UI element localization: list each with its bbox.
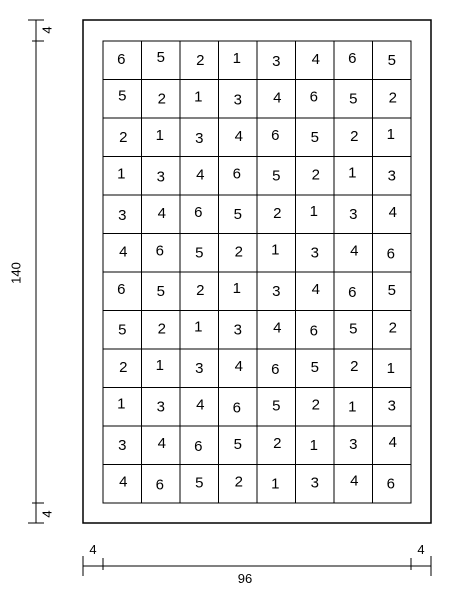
grid-cell-value: 5 [233,436,242,454]
grid-cell-value: 1 [155,127,164,145]
grid-cell-value: 4 [157,435,166,453]
grid-cell-value: 1 [117,395,126,413]
grid-cell-value: 4 [196,166,205,184]
grid-cell-value: 4 [388,434,397,452]
grid-cell-value: 5 [118,87,127,105]
grid-cell-value: 2 [311,166,320,184]
grid-cell-value: 1 [386,126,395,144]
grid-cell-value: 2 [350,128,359,146]
grid-cell-value: 4 [234,128,243,146]
grid-cell-value: 1 [386,360,395,378]
grid-cell-value: 6 [386,245,395,263]
grid-cell-value: 5 [233,206,242,224]
grid-cell-value: 1 [194,318,203,336]
grid-cell-value: 6 [271,127,280,145]
grid-cell-value: 4 [119,243,128,261]
grid-cell-value: 1 [309,203,318,221]
grid-cell-value: 3 [118,207,127,225]
grid-cell-value: 2 [273,435,282,453]
grid-cell-value: 5 [195,474,204,492]
left-bottom-margin-label: 4 [39,510,55,518]
grid-cell-value: 2 [388,89,397,107]
grid-cell-value: 4 [311,51,320,69]
grid-cell-value: 3 [156,168,165,186]
grid-cell-value: 1 [309,437,318,455]
grid-cell-value: 6 [309,88,318,106]
grid-cell-value: 6 [348,50,357,68]
grid-cell-value: 4 [196,396,205,414]
grid-cell-value: 5 [387,282,396,300]
grid-cell-value: 3 [349,206,358,224]
grid-cell-value: 5 [310,129,319,147]
grid-cell-value: 3 [272,53,281,71]
grid-cell-value: 5 [349,320,358,338]
grid-cell-value: 5 [272,167,281,185]
grid-cell-value: 2 [196,52,205,70]
grid-cell-value: 2 [119,129,128,147]
grid-cell-value: 1 [194,88,203,106]
grid-cell-value: 6 [117,51,126,69]
grid-cell-value: 3 [310,474,319,492]
left-dimension [28,20,44,523]
grid-cell-value: 1 [348,164,357,182]
grid-cell-value: 6 [194,204,203,222]
grid-cell-value: 3 [233,91,242,109]
grid-cell-value: 3 [387,167,396,185]
grid-cell-value: 2 [273,205,282,223]
grid-cell-value: 2 [157,90,166,108]
grid-cell-value: 5 [195,244,204,262]
left-height-label: 140 [8,262,24,284]
grid-cell-value: 6 [271,361,280,379]
bottom-right-margin-label: 4 [417,542,425,557]
grid-cell-value: 6 [155,476,164,494]
grid-cell-value: 5 [156,283,165,301]
grid-cell-value: 2 [311,396,320,414]
grid-cell-value: 6 [232,165,241,183]
bottom-dimension [83,556,431,576]
grid-cell-value: 3 [233,321,242,339]
grid-cell-value: 5 [272,397,281,415]
grid-cell-value: 5 [156,49,165,67]
grid-cell-value: 4 [273,89,282,107]
grid-cell-value: 4 [311,281,320,299]
grid-cell-value: 4 [350,242,359,260]
bottom-left-margin-label: 4 [89,542,97,557]
grid-cell-value: 5 [349,90,358,108]
grid-cell-value: 2 [157,320,166,338]
bottom-width-label: 96 [237,571,253,586]
grid-cell-value: 4 [157,205,166,223]
grid-cell-value: 3 [349,436,358,454]
grid-cell-value: 5 [310,359,319,377]
grid-cell-value: 3 [272,283,281,301]
grid-cell-value: 3 [195,130,204,148]
grid-cell-value: 5 [118,321,127,339]
grid-cell-value: 2 [234,243,243,261]
grid-cell-value: 6 [348,284,357,302]
grid-cell-value: 3 [118,437,127,455]
grid-cell-value: 2 [234,473,243,491]
grid-cell-value: 5 [387,52,396,70]
grid-cell-value: 6 [155,242,164,260]
grid-cell-value: 4 [234,358,243,376]
grid-cell-value: 6 [117,281,126,299]
grid-cell-value: 1 [232,50,241,68]
grid-cell-value: 6 [309,322,318,340]
grid-cell-value: 6 [194,438,203,456]
grid-cell-value: 3 [310,244,319,262]
grid-cell-value: 3 [156,398,165,416]
grid-cell-value: 2 [196,282,205,300]
grid-cell-value: 4 [350,472,359,490]
number-grid [103,41,411,503]
grid-cell-value: 2 [119,359,128,377]
grid-cell-value: 6 [232,399,241,417]
grid-cell-value: 1 [271,475,280,493]
grid-cell-value: 1 [348,398,357,416]
grid-cell-value: 4 [388,204,397,222]
grid-cell-value: 2 [350,358,359,376]
grid-cell-value: 4 [119,473,128,491]
grid-cell-value: 3 [195,360,204,378]
left-top-margin-label: 4 [39,26,55,34]
grid-cell-value: 1 [117,165,126,183]
grid-cell-value: 2 [388,319,397,337]
grid-cell-value: 6 [386,475,395,493]
grid-cell-value: 4 [273,319,282,337]
grid-cell-value: 3 [387,397,396,415]
grid-cell-value: 1 [155,357,164,375]
grid-cell-value: 1 [271,241,280,259]
grid-cell-value: 1 [232,280,241,298]
